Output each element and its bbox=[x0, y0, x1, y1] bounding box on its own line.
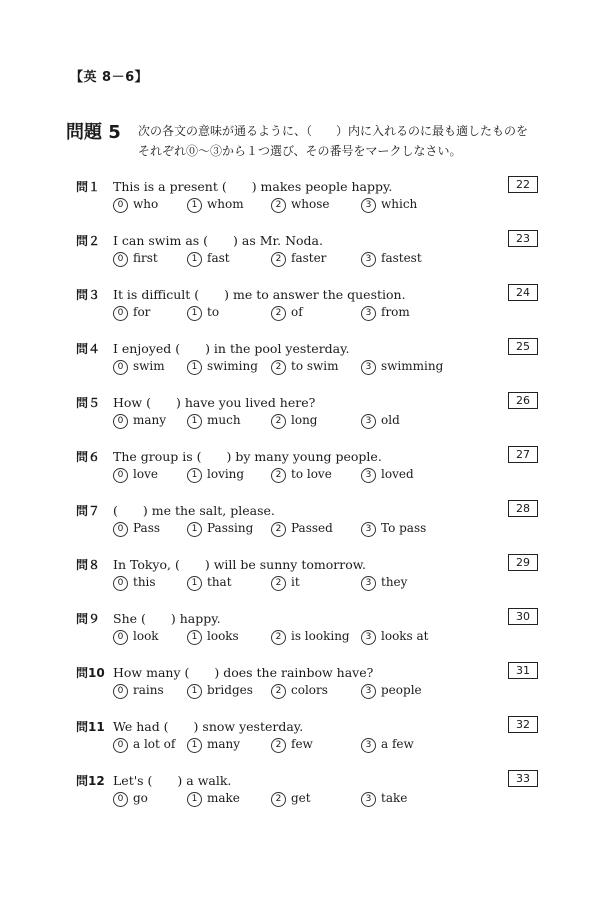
question-list bbox=[76, 176, 536, 824]
option-number-icon: 0 bbox=[113, 792, 128, 807]
answer-option[interactable] bbox=[187, 521, 253, 537]
option-label: faster bbox=[291, 251, 327, 265]
answer-option[interactable] bbox=[113, 413, 166, 429]
option-label: take bbox=[381, 791, 408, 805]
question-text: It is difficult ( ) me to answer the question. bbox=[113, 287, 406, 302]
answer-option[interactable] bbox=[113, 467, 158, 483]
option-number-icon: 3 bbox=[361, 792, 376, 807]
answer-option[interactable] bbox=[271, 413, 317, 429]
option-label: loved bbox=[381, 467, 414, 481]
answer-number-box: 25 bbox=[508, 338, 538, 355]
answer-option[interactable] bbox=[113, 629, 159, 645]
option-number-icon: 3 bbox=[361, 738, 376, 753]
option-number-icon: 2 bbox=[271, 522, 286, 537]
answer-option[interactable] bbox=[271, 791, 311, 807]
answer-option[interactable] bbox=[361, 521, 426, 537]
answer-option[interactable] bbox=[113, 791, 148, 807]
option-label: swim bbox=[133, 359, 165, 373]
question-text: Let's ( ) a walk. bbox=[113, 773, 232, 788]
option-label: love bbox=[133, 467, 158, 481]
question-item bbox=[76, 284, 536, 338]
answer-option[interactable] bbox=[113, 251, 158, 267]
answer-option[interactable] bbox=[271, 683, 328, 699]
answer-option[interactable] bbox=[361, 683, 422, 699]
option-label: people bbox=[381, 683, 422, 697]
section-title: 問題 5 bbox=[66, 122, 121, 143]
option-number-icon: 2 bbox=[271, 252, 286, 267]
answer-option[interactable] bbox=[187, 737, 240, 753]
answer-option[interactable] bbox=[113, 737, 175, 753]
option-number-icon: 3 bbox=[361, 684, 376, 699]
option-label: many bbox=[207, 737, 241, 751]
question-number: 問３ bbox=[76, 288, 101, 302]
option-label: go bbox=[133, 791, 148, 805]
answer-option[interactable] bbox=[187, 575, 232, 591]
question-number: 問11 bbox=[76, 720, 105, 734]
option-label: that bbox=[207, 575, 232, 589]
answer-option[interactable] bbox=[113, 521, 160, 537]
question-number: 問６ bbox=[76, 450, 101, 464]
option-label: first bbox=[133, 251, 158, 265]
answer-option[interactable] bbox=[187, 629, 239, 645]
option-number-icon: 1 bbox=[187, 684, 202, 699]
question-text: I can swim as ( ) as Mr. Noda. bbox=[113, 233, 323, 248]
question-item bbox=[76, 176, 536, 230]
question-item bbox=[76, 446, 536, 500]
question-text: The group is ( ) by many young people. bbox=[113, 449, 382, 464]
option-label: loving bbox=[207, 467, 245, 481]
answer-number-box: 24 bbox=[508, 284, 538, 301]
answer-number-box: 27 bbox=[508, 446, 538, 463]
option-number-icon: 2 bbox=[271, 630, 286, 645]
question-number: 問７ bbox=[76, 504, 101, 518]
option-label: much bbox=[207, 413, 241, 427]
question-number: 問９ bbox=[76, 612, 101, 626]
answer-option[interactable] bbox=[271, 359, 339, 375]
option-number-icon: 1 bbox=[187, 306, 202, 321]
answer-number-box: 29 bbox=[508, 554, 538, 571]
option-label: Pass bbox=[133, 521, 161, 535]
answer-option[interactable] bbox=[361, 305, 410, 321]
option-number-icon: 0 bbox=[113, 360, 128, 375]
question-item bbox=[76, 230, 536, 284]
answer-number-box: 22 bbox=[508, 176, 538, 193]
option-number-icon: 0 bbox=[113, 198, 128, 213]
option-label: make bbox=[207, 791, 240, 805]
option-label: many bbox=[133, 413, 167, 427]
answer-option[interactable] bbox=[271, 629, 350, 645]
answer-option[interactable] bbox=[187, 359, 258, 375]
option-number-icon: 0 bbox=[113, 522, 128, 537]
option-label: to bbox=[207, 305, 220, 319]
answer-number-box: 26 bbox=[508, 392, 538, 409]
option-label: is looking bbox=[291, 629, 350, 643]
option-number-icon: 0 bbox=[113, 306, 128, 321]
option-number-icon: 1 bbox=[187, 252, 202, 267]
answer-number-box: 30 bbox=[508, 608, 538, 625]
option-label: rains bbox=[133, 683, 164, 697]
option-label: few bbox=[291, 737, 313, 751]
answer-option[interactable] bbox=[361, 359, 443, 375]
option-label: fastest bbox=[381, 251, 422, 265]
option-label: long bbox=[291, 413, 318, 427]
option-number-icon: 0 bbox=[113, 252, 128, 267]
option-number-icon: 0 bbox=[113, 738, 128, 753]
question-text: She ( ) happy. bbox=[113, 611, 221, 626]
answer-option[interactable] bbox=[113, 575, 156, 591]
question-number: 問５ bbox=[76, 396, 101, 410]
option-label: for bbox=[133, 305, 151, 319]
option-number-icon: 3 bbox=[361, 198, 376, 213]
question-number: 問１ bbox=[76, 180, 101, 194]
option-label: whose bbox=[291, 197, 330, 211]
option-number-icon: 1 bbox=[187, 468, 202, 483]
option-label: which bbox=[381, 197, 418, 211]
question-text: How ( ) have you lived here? bbox=[113, 395, 316, 410]
option-label: get bbox=[291, 791, 311, 805]
question-text: This is a present ( ) makes people happy. bbox=[113, 179, 393, 194]
option-label: this bbox=[133, 575, 156, 589]
question-item bbox=[76, 500, 536, 554]
answer-option[interactable] bbox=[361, 629, 429, 645]
option-label: To pass bbox=[381, 521, 427, 535]
option-number-icon: 1 bbox=[187, 360, 202, 375]
question-item bbox=[76, 770, 536, 824]
question-text: We had ( ) snow yesterday. bbox=[113, 719, 304, 734]
question-number: 問２ bbox=[76, 234, 101, 248]
question-number: 問10 bbox=[76, 666, 105, 680]
option-label: to swim bbox=[291, 359, 339, 373]
option-number-icon: 1 bbox=[187, 576, 202, 591]
option-number-icon: 2 bbox=[271, 306, 286, 321]
option-number-icon: 1 bbox=[187, 522, 202, 537]
option-label: colors bbox=[291, 683, 328, 697]
option-label: look bbox=[133, 629, 159, 643]
answer-option[interactable] bbox=[187, 413, 241, 429]
answer-number-box: 28 bbox=[508, 500, 538, 517]
option-number-icon: 2 bbox=[271, 684, 286, 699]
question-item bbox=[76, 392, 536, 446]
answer-option[interactable] bbox=[361, 251, 422, 267]
answer-number-box: 31 bbox=[508, 662, 538, 679]
option-number-icon: 2 bbox=[271, 198, 286, 213]
option-label: looks bbox=[207, 629, 239, 643]
option-label: it bbox=[291, 575, 300, 589]
option-number-icon: 3 bbox=[361, 360, 376, 375]
option-number-icon: 1 bbox=[187, 792, 202, 807]
option-label: Passed bbox=[291, 521, 333, 535]
option-label: a few bbox=[381, 737, 414, 751]
answer-option[interactable] bbox=[113, 683, 164, 699]
option-label: old bbox=[381, 413, 400, 427]
answer-option[interactable] bbox=[361, 791, 407, 807]
option-label: swimming bbox=[381, 359, 444, 373]
option-number-icon: 3 bbox=[361, 522, 376, 537]
answer-option[interactable] bbox=[361, 197, 417, 213]
option-number-icon: 0 bbox=[113, 684, 128, 699]
answer-option[interactable] bbox=[361, 413, 400, 429]
page-label: 【英 8－6】 bbox=[70, 70, 149, 85]
option-label: looks at bbox=[381, 629, 429, 643]
answer-option[interactable] bbox=[361, 467, 414, 483]
question-item bbox=[76, 662, 536, 716]
answer-option[interactable] bbox=[271, 467, 332, 483]
answer-number-box: 33 bbox=[508, 770, 538, 787]
answer-number-box: 23 bbox=[508, 230, 538, 247]
option-number-icon: 1 bbox=[187, 414, 202, 429]
question-item bbox=[76, 338, 536, 392]
option-number-icon: 3 bbox=[361, 630, 376, 645]
option-number-icon: 3 bbox=[361, 306, 376, 321]
option-label: of bbox=[291, 305, 303, 319]
option-label: they bbox=[381, 575, 408, 589]
question-text: How many ( ) does the rainbow have? bbox=[113, 665, 374, 680]
option-number-icon: 1 bbox=[187, 738, 202, 753]
answer-option[interactable] bbox=[271, 737, 313, 753]
question-item bbox=[76, 716, 536, 770]
question-text: I enjoyed ( ) in the pool yesterday. bbox=[113, 341, 350, 356]
option-label: a lot of bbox=[133, 737, 176, 751]
option-number-icon: 2 bbox=[271, 414, 286, 429]
answer-option[interactable] bbox=[187, 197, 244, 213]
option-label: from bbox=[381, 305, 410, 319]
option-number-icon: 2 bbox=[271, 738, 286, 753]
answer-option[interactable] bbox=[113, 359, 165, 375]
option-number-icon: 1 bbox=[187, 198, 202, 213]
option-number-icon: 0 bbox=[113, 630, 128, 645]
option-number-icon: 2 bbox=[271, 360, 286, 375]
question-number: 問12 bbox=[76, 774, 105, 788]
option-number-icon: 0 bbox=[113, 468, 128, 483]
answer-number-box: 32 bbox=[508, 716, 538, 733]
answer-option[interactable] bbox=[113, 197, 158, 213]
answer-option[interactable] bbox=[271, 251, 326, 267]
section-instruction: 次の各文の意味が通るように、（ ）内に入れるのに最も適したものをそれぞれ⓪～③から１つ選び、その番号をマークしなさい。 bbox=[138, 124, 529, 158]
question-text: In Tokyo, ( ) will be sunny tomorrow. bbox=[113, 557, 366, 572]
option-number-icon: 0 bbox=[113, 576, 128, 591]
answer-option[interactable] bbox=[187, 791, 240, 807]
question-text: ( ) me the salt, please. bbox=[113, 503, 275, 518]
option-label: to love bbox=[291, 467, 332, 481]
option-number-icon: 3 bbox=[361, 576, 376, 591]
answer-option[interactable] bbox=[187, 305, 219, 321]
question-item bbox=[76, 608, 536, 662]
option-number-icon: 0 bbox=[113, 414, 128, 429]
question-item bbox=[76, 554, 536, 608]
question-number: 問８ bbox=[76, 558, 101, 572]
option-number-icon: 2 bbox=[271, 792, 286, 807]
option-label: bridges bbox=[207, 683, 253, 697]
answer-option[interactable] bbox=[187, 251, 230, 267]
answer-option[interactable] bbox=[271, 305, 303, 321]
option-label: who bbox=[133, 197, 159, 211]
option-label: fast bbox=[207, 251, 230, 265]
option-number-icon: 2 bbox=[271, 468, 286, 483]
question-number: 問４ bbox=[76, 342, 101, 356]
option-number-icon: 3 bbox=[361, 252, 376, 267]
answer-option[interactable] bbox=[113, 305, 150, 321]
option-number-icon: 2 bbox=[271, 576, 286, 591]
option-label: swiming bbox=[207, 359, 258, 373]
answer-option[interactable] bbox=[271, 521, 333, 537]
option-number-icon: 3 bbox=[361, 414, 376, 429]
answer-option[interactable] bbox=[187, 467, 244, 483]
answer-option[interactable] bbox=[361, 737, 414, 753]
answer-option[interactable] bbox=[361, 575, 407, 591]
answer-option[interactable] bbox=[187, 683, 253, 699]
answer-option[interactable] bbox=[271, 197, 329, 213]
option-number-icon: 3 bbox=[361, 468, 376, 483]
option-label: whom bbox=[207, 197, 244, 211]
option-number-icon: 1 bbox=[187, 630, 202, 645]
option-label: Passing bbox=[207, 521, 254, 535]
answer-option[interactable] bbox=[271, 575, 300, 591]
